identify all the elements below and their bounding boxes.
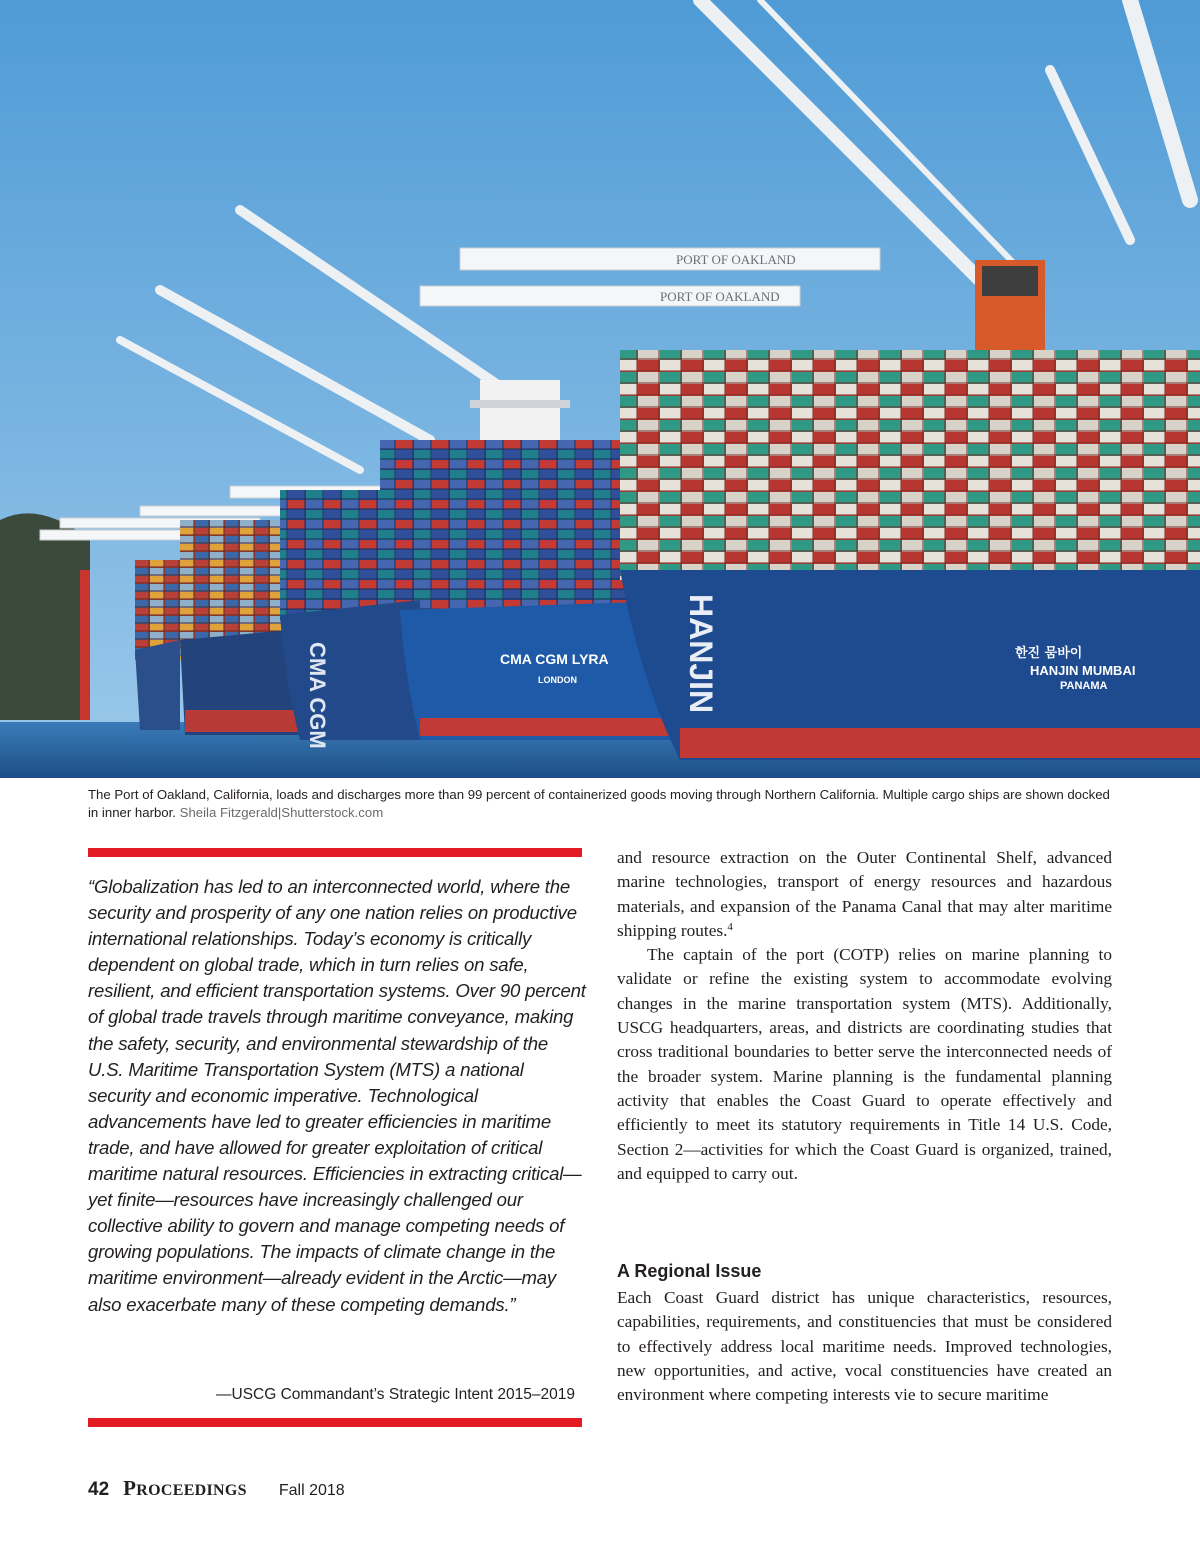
- photo-credit: Sheila Fitzgerald|Shutterstock.com: [179, 805, 384, 820]
- svg-text:PANAMA: PANAMA: [1060, 680, 1108, 692]
- body-paragraph-3: Each Coast Guard district has unique characteristics, resources, capabilities, requirements, and constituencies that must be considered to effectively address local maritime needs. Improved technologies, new opportunities, and active, vocal constituencies have created an environment where competing interests vie to secure maritime: [617, 1288, 1112, 1405]
- photo-caption: [88, 786, 1118, 822]
- page-footer: [88, 1476, 345, 1504]
- svg-text:HANJIN MUMBAI: HANJIN MUMBAI: [1030, 663, 1136, 678]
- pull-quote-top-rule: [88, 848, 582, 857]
- svg-text:PORT OF OAKLAND: PORT OF OAKLAND: [660, 289, 780, 304]
- section-heading: A Regional Issue: [617, 1261, 762, 1281]
- svg-text:CMA CGM LYRA: CMA CGM LYRA: [500, 651, 609, 667]
- svg-text:한진 뭄바이: 한진 뭄바이: [1015, 646, 1083, 661]
- body-column-bottom: [617, 1286, 1112, 1407]
- issue-label: Fall 2018: [278, 1482, 345, 1499]
- svg-text:CMA CGM: CMA CGM: [305, 642, 330, 749]
- body-paragraph-2: The captain of the port (COTP) relies on marine planning to validate or refine the existing system to accommodate evolving changes in the marine transportation system (MTS). Additionally, USCG headquarters, areas, and districts are coordinating studies that cross traditional boundaries to better serve the interconnected needs of the broader system. Marine planning is the fundamental planning activity that enables the Coast Guard to operate effectively and efficiently to meet its statutory requirements in Title 14 U.S. Code, Section 2—activities for which the Coast Guard is organized, trained, and equipped to carry out.: [617, 945, 1112, 1183]
- pull-quote-bottom-rule: [88, 1418, 582, 1427]
- pull-quote-attribution: —USCG Commandant’s Strategic Intent 2015–2019: [216, 1386, 575, 1403]
- body-paragraph-1: and resource extraction on the Outer Continental Shelf, advanced marine technologies, transport of energy resources and hazardous materials, and expansion of the Panama Canal that may alter maritime shipping routes.$^4$: [617, 848, 1112, 940]
- pull-quote: “Globalization has led to an interconnected world, where the security and prosperity of any one nation relies on productive international relationships. Today’s economy is critically dependent on global trade, which in turn relies on safe, resilient, and efficient transportation systems. Over 90 percent of global trade travels through maritime conveyance, making the safety, security, and environmental stewardship of the U.S. Maritime Transportation System (MTS) a national security and economic imperative. Technological advancements have led to greater efficiencies in maritime trade, and have allowed for greater exploitation of critical maritime natural resources. Efficiencies in extracting critical—yet finite—resources have increasingly challenged our collective ability to govern and manage competing needs of growing populations. The impacts of climate change in the maritime environment—already evident in the Arctic—may also exacerbate many of these competing demands.”: [88, 876, 586, 1315]
- svg-text:LONDON: LONDON: [538, 675, 577, 685]
- svg-text:HANJIN: HANJIN: [683, 594, 719, 714]
- page-number: 42: [88, 1479, 110, 1500]
- body-column-top: [617, 846, 1112, 1186]
- caption-text: The Port of Oakland, California, loads and discharges more than 99 percent of containerized goods moving through Northern California. Multiple cargo ships are shown docked in inner harbor.: [88, 787, 1110, 820]
- footnote-ref: 4: [727, 920, 733, 933]
- svg-text:PORT OF OAKLAND: PORT OF OAKLAND: [676, 252, 796, 267]
- publication-name: PROCEEDINGS: [123, 1476, 247, 1500]
